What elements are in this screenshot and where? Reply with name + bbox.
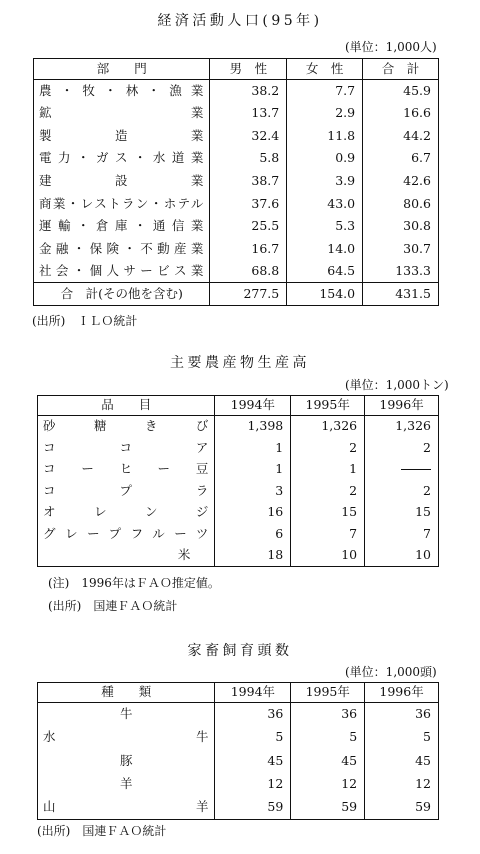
row-1995: 12 bbox=[291, 773, 365, 796]
row-female: 2.9 bbox=[287, 102, 363, 125]
row-1996: 1,326 bbox=[365, 416, 439, 438]
table-row bbox=[38, 416, 439, 438]
table2-source: (出所) 国連ＦＡＯ統計 bbox=[48, 599, 178, 613]
row-female: 5.3 bbox=[287, 215, 363, 238]
row-male: 38.2 bbox=[210, 80, 287, 103]
row-1994: 36 bbox=[215, 703, 291, 726]
row-label: 牛 bbox=[119, 706, 133, 722]
table-row bbox=[38, 749, 439, 772]
table-row bbox=[38, 523, 439, 545]
table1-header-female: 女 性 bbox=[287, 59, 363, 80]
row-male: 68.8 bbox=[210, 260, 287, 283]
table-row bbox=[34, 170, 439, 193]
table-row bbox=[34, 192, 439, 215]
row-1994: 1,398 bbox=[215, 416, 291, 438]
row-male: 38.7 bbox=[210, 170, 287, 193]
table-row bbox=[34, 125, 439, 148]
row-total: 44.2 bbox=[363, 125, 439, 148]
row-1995: 36 bbox=[291, 703, 365, 726]
table3-header-1996: 1996年 bbox=[365, 683, 439, 703]
row-label: 砂糖きび bbox=[43, 418, 209, 434]
table-row bbox=[38, 545, 439, 567]
row-1994: 1 bbox=[215, 459, 291, 481]
row-1996 bbox=[365, 459, 439, 481]
row-1996: 15 bbox=[365, 502, 439, 524]
row-total: 45.9 bbox=[363, 80, 439, 103]
row-total: 30.8 bbox=[363, 215, 439, 238]
row-label: コーヒー豆 bbox=[43, 461, 209, 476]
table1-total-total: 431.5 bbox=[363, 283, 439, 306]
row-1995: 15 bbox=[291, 502, 365, 524]
table2-title: 主要農産物生産高 bbox=[170, 355, 310, 371]
row-1996: 45 bbox=[365, 749, 439, 772]
row-1995: 2 bbox=[291, 437, 365, 459]
table2-body bbox=[38, 416, 439, 567]
table1-title: 経済活動人口(95年) bbox=[157, 13, 323, 29]
table2-note: (注) 1996年はＦＡＯ推定値。 bbox=[48, 576, 220, 590]
table1-body bbox=[34, 80, 439, 283]
table2-header-item: 品 目 bbox=[101, 397, 152, 413]
row-male: 5.8 bbox=[210, 147, 287, 170]
table1-economic-population bbox=[33, 58, 439, 306]
table1-total-female: 154.0 bbox=[287, 283, 363, 306]
row-label: グレープフルーツ bbox=[43, 525, 209, 541]
row-1994: 5 bbox=[215, 726, 291, 749]
row-1996: 2 bbox=[365, 480, 439, 502]
row-male: 16.7 bbox=[210, 238, 287, 261]
row-male: 32.4 bbox=[210, 125, 287, 148]
table2-agricultural-production bbox=[37, 395, 439, 567]
row-label: 社会・個人サービス業 bbox=[39, 263, 204, 279]
row-label: 豚 bbox=[119, 752, 133, 768]
table2-header-1995: 1995年 bbox=[291, 396, 365, 416]
row-female: 0.9 bbox=[287, 147, 363, 170]
table-row bbox=[38, 459, 439, 481]
row-label: 商業・レストラン・ホテル bbox=[39, 195, 204, 211]
table-row bbox=[34, 215, 439, 238]
row-label: 製造業 bbox=[39, 127, 204, 143]
table2-header-1996: 1996年 bbox=[365, 396, 439, 416]
table-row bbox=[38, 437, 439, 459]
table-row bbox=[38, 726, 439, 749]
row-total: 6.7 bbox=[363, 147, 439, 170]
row-label: 金融・保険・不動産業 bbox=[39, 240, 204, 256]
table-row bbox=[38, 480, 439, 502]
table3-header-1995: 1995年 bbox=[291, 683, 365, 703]
row-label: 水牛 bbox=[43, 729, 209, 745]
row-label: 米 bbox=[177, 546, 191, 562]
table-row bbox=[38, 796, 439, 819]
row-label: 山羊 bbox=[43, 799, 209, 815]
row-1995: 59 bbox=[291, 796, 365, 819]
table2-unit: (単位：1,000トン) bbox=[345, 378, 449, 392]
row-label: 鉱業 bbox=[39, 105, 204, 121]
row-1996: 5 bbox=[365, 726, 439, 749]
row-1994: 3 bbox=[215, 480, 291, 502]
row-1994: 6 bbox=[215, 523, 291, 545]
row-1996: 59 bbox=[365, 796, 439, 819]
row-label: 農・牧・林・漁業 bbox=[39, 82, 204, 98]
row-1994: 45 bbox=[215, 749, 291, 772]
row-label: 運輸・倉庫・通信業 bbox=[39, 218, 204, 234]
table3-source: (出所) 国連ＦＡＯ統計 bbox=[37, 824, 167, 838]
table1-total-male: 277.5 bbox=[210, 283, 287, 306]
row-1994: 59 bbox=[215, 796, 291, 819]
table-row bbox=[34, 238, 439, 261]
table3-header-type: 種 類 bbox=[101, 684, 152, 700]
table1-header-male: 男 性 bbox=[210, 59, 287, 80]
row-1996: 7 bbox=[365, 523, 439, 545]
row-female: 7.7 bbox=[287, 80, 363, 103]
table1-total-label: 合 計(その他を含む) bbox=[60, 286, 183, 302]
row-male: 25.5 bbox=[210, 215, 287, 238]
table-row bbox=[34, 102, 439, 125]
row-total: 133.3 bbox=[363, 260, 439, 283]
row-1995: 1 bbox=[291, 459, 365, 481]
table-row bbox=[34, 147, 439, 170]
row-female: 64.5 bbox=[287, 260, 363, 283]
table3-title: 家畜飼育頭数 bbox=[187, 643, 293, 659]
row-label: ココア bbox=[43, 439, 209, 455]
row-1994: 16 bbox=[215, 502, 291, 524]
table1-header-sector: 部 門 bbox=[96, 60, 147, 76]
row-1996: 10 bbox=[365, 545, 439, 567]
no-data-dash bbox=[401, 469, 431, 470]
row-label: オレンジ bbox=[43, 504, 209, 519]
row-1995: 7 bbox=[291, 523, 365, 545]
row-1995: 1,326 bbox=[291, 416, 365, 438]
table-row bbox=[38, 703, 439, 726]
row-1996: 12 bbox=[365, 773, 439, 796]
table3-unit: (単位：1,000頭) bbox=[345, 665, 437, 679]
row-1995: 5 bbox=[291, 726, 365, 749]
row-female: 11.8 bbox=[287, 125, 363, 148]
row-label: 電力・ガス・水道業 bbox=[39, 150, 204, 166]
row-1996: 36 bbox=[365, 703, 439, 726]
row-total: 30.7 bbox=[363, 238, 439, 261]
row-1995: 2 bbox=[291, 480, 365, 502]
table1-source: (出所) ＩＬＯ統計 bbox=[32, 314, 138, 328]
table2-header-1994: 1994年 bbox=[215, 396, 291, 416]
row-1994: 12 bbox=[215, 773, 291, 796]
table-row bbox=[34, 260, 439, 283]
row-male: 37.6 bbox=[210, 192, 287, 215]
row-1994: 18 bbox=[215, 545, 291, 567]
row-total: 16.6 bbox=[363, 102, 439, 125]
row-male: 13.7 bbox=[210, 102, 287, 125]
row-1995: 45 bbox=[291, 749, 365, 772]
table3-header-1994: 1994年 bbox=[215, 683, 291, 703]
table-row bbox=[38, 502, 439, 524]
row-label: 建設業 bbox=[39, 172, 204, 188]
row-label: コプラ bbox=[43, 482, 209, 498]
row-female: 43.0 bbox=[287, 192, 363, 215]
row-1994: 1 bbox=[215, 437, 291, 459]
row-total: 42.6 bbox=[363, 170, 439, 193]
row-female: 14.0 bbox=[287, 238, 363, 261]
row-female: 3.9 bbox=[287, 170, 363, 193]
table1-unit: (単位：1,000人) bbox=[345, 40, 437, 54]
table3-livestock bbox=[37, 682, 439, 820]
row-label: 羊 bbox=[119, 776, 133, 792]
row-total: 80.6 bbox=[363, 192, 439, 215]
table1-header-total: 合 計 bbox=[363, 59, 439, 80]
table-row bbox=[34, 80, 439, 103]
table3-body bbox=[38, 703, 439, 820]
table-row bbox=[38, 773, 439, 796]
row-1996: 2 bbox=[365, 437, 439, 459]
row-1995: 10 bbox=[291, 545, 365, 567]
